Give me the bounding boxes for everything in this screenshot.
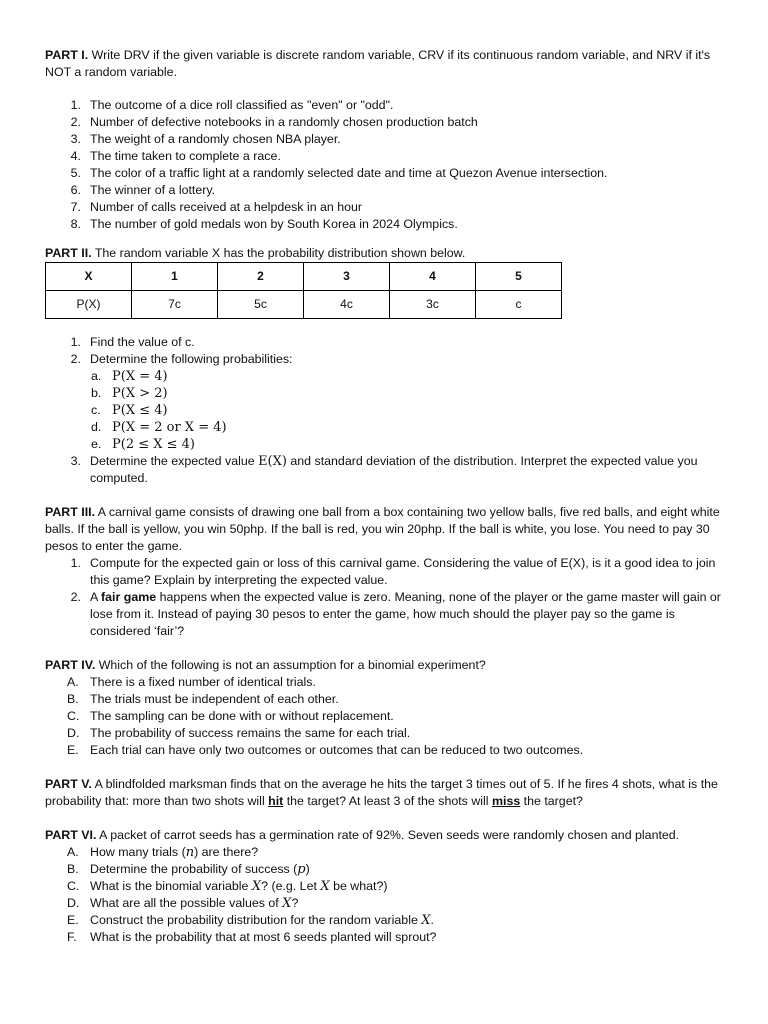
list-item: e. P(2 ≤ X ≤ 4) — [91, 437, 196, 452]
list-item: 1. Compute for the expected gain or loss of this carnival game. Considering the value of E(X), is it a good idea to join this game? Explain by interpreting the expected value. — [70, 556, 716, 587]
part4-label: PART IV. — [45, 658, 96, 672]
list-item: 8. The number of gold medals won by South Korea in 2024 Olympics. — [70, 217, 458, 231]
list-item: 6. The winner of a lottery. — [70, 183, 216, 197]
list-item: 2. Determine the following probabilities: — [70, 352, 293, 366]
list-item: E. Each trial can have only two outcomes or outcomes that can be reduced to two outcomes. — [67, 743, 584, 757]
part1-text: Write DRV if the given variable is discrete random variable, CRV if its continuous random variable, and NRV if it's NOT a random variable. — [45, 48, 711, 79]
table-cell: 4c — [304, 291, 390, 319]
miss-emphasis: miss — [491, 794, 521, 808]
list-item: C. The sampling can be done with or without replacement. — [67, 709, 394, 723]
list-item: C. What is the binomial variable X? (e.g. Let X be what?) — [67, 879, 388, 894]
worksheet — [45, 47, 725, 946]
part4-text: Which of the following is not an assumption for a binomial experiment? — [98, 658, 486, 672]
table-cell: c — [476, 291, 562, 319]
list-item: D. What are all the possible values of X? — [67, 896, 299, 911]
list-item: b. P(X > 2) — [91, 386, 168, 401]
part3-text: A carnival game consists of drawing one ball from a box containing two yellow balls, five red balls, and eight white balls. If the ball is yellow, you win 50php. If the ball is red, you win 20php. If the ball is white, you lose. You need to pay 30 pesos to enter the game. — [45, 505, 720, 553]
part1-list — [45, 97, 725, 233]
part4-options — [45, 674, 725, 759]
table-cell: 5c — [218, 291, 304, 319]
list-item: B. The trials must be independent of each other. — [67, 692, 339, 706]
list-item: F. What is the probability that at most 6 seeds planted will sprout? — [67, 930, 437, 944]
part1-label: PART I. — [45, 48, 89, 62]
list-item: c. P(X ≤ 4) — [91, 403, 168, 418]
table-cell: 1 — [132, 263, 218, 291]
table-header-row — [46, 263, 562, 291]
part6-text: A packet of carrot seeds has a germination rate of 92%. Seven seeds were randomly chosen and planted. — [99, 828, 680, 842]
list-item: a. P(X = 4) — [91, 369, 168, 384]
part2-text: The random variable X has the probability distribution shown below. — [94, 246, 466, 260]
part3-intro — [45, 504, 725, 555]
table-cell: X — [46, 263, 132, 291]
table-cell: 3 — [304, 263, 390, 291]
list-item: 1. The outcome of a dice roll classified as "even" or "odd". — [70, 98, 394, 112]
hit-emphasis: hit — [268, 794, 284, 808]
table-cell: 7c — [132, 291, 218, 319]
part2-probabilities — [45, 368, 725, 453]
list-item: 2. Number of defective notebooks in a randomly chosen production batch — [70, 115, 478, 129]
table-row — [46, 291, 562, 319]
list-item: A. How many trials (n) are there? — [67, 845, 259, 860]
table-cell: 3c — [390, 291, 476, 319]
list-item: D. The probability of success remains the same for each trial. — [67, 726, 411, 740]
table-cell: 2 — [218, 263, 304, 291]
part6-label: PART VI. — [45, 828, 97, 842]
probability-table — [45, 262, 562, 319]
list-item: 7. Number of calls received at a helpdesk in an hour — [70, 200, 363, 214]
list-item: 2. A fair game happens when the expected value is zero. Meaning, none of the player or the game master will gain or lose from it. Instead of paying 30 pesos to enter the game, how much should the player pay so the game is considered ‘fair’? — [70, 590, 721, 638]
table-cell: 4 — [390, 263, 476, 291]
list-item: 3. Determine the expected value E(X) and standard deviation of the distribution. Interpret the expected value you computed. — [70, 454, 698, 485]
list-item: 3. The weight of a randomly chosen NBA player. — [70, 132, 341, 146]
part4-question — [45, 657, 725, 674]
list-item: 4. The time taken to complete a race. — [70, 149, 281, 163]
list-item: 5. The color of a traffic light at a randomly selected date and time at Quezon Avenue intersection. — [70, 166, 608, 180]
part1-instruction — [45, 47, 725, 81]
part2-instruction — [45, 245, 725, 262]
part6-intro — [45, 827, 725, 844]
part2-list-cont — [45, 453, 725, 487]
list-item: A. There is a fixed number of identical trials. — [67, 675, 316, 689]
part3-label: PART III. — [45, 505, 96, 519]
list-item: 1. Find the value of c. — [70, 335, 195, 349]
table-cell: 5 — [476, 263, 562, 291]
list-item: B. Determine the probability of success (p) — [67, 862, 310, 877]
part5-question: PART V. A blindfolded marksman finds that on the average he hits the target 3 times out of 5. If he fires 4 shots, what is the probability that: more than two shots will hit the target? At least 3 of the shots will miss the target? — [45, 777, 718, 808]
table-cell: P(X) — [46, 291, 132, 319]
list-item: d. P(X = 2 or X = 4) — [91, 420, 227, 435]
part5-label: PART V. — [45, 777, 92, 791]
part2-list — [45, 334, 725, 368]
list-item: E. Construct the probability distribution for the random variable X. — [67, 913, 434, 928]
part3-list — [45, 555, 725, 640]
part2-label: PART II. — [45, 246, 92, 260]
part6-list — [45, 844, 725, 946]
